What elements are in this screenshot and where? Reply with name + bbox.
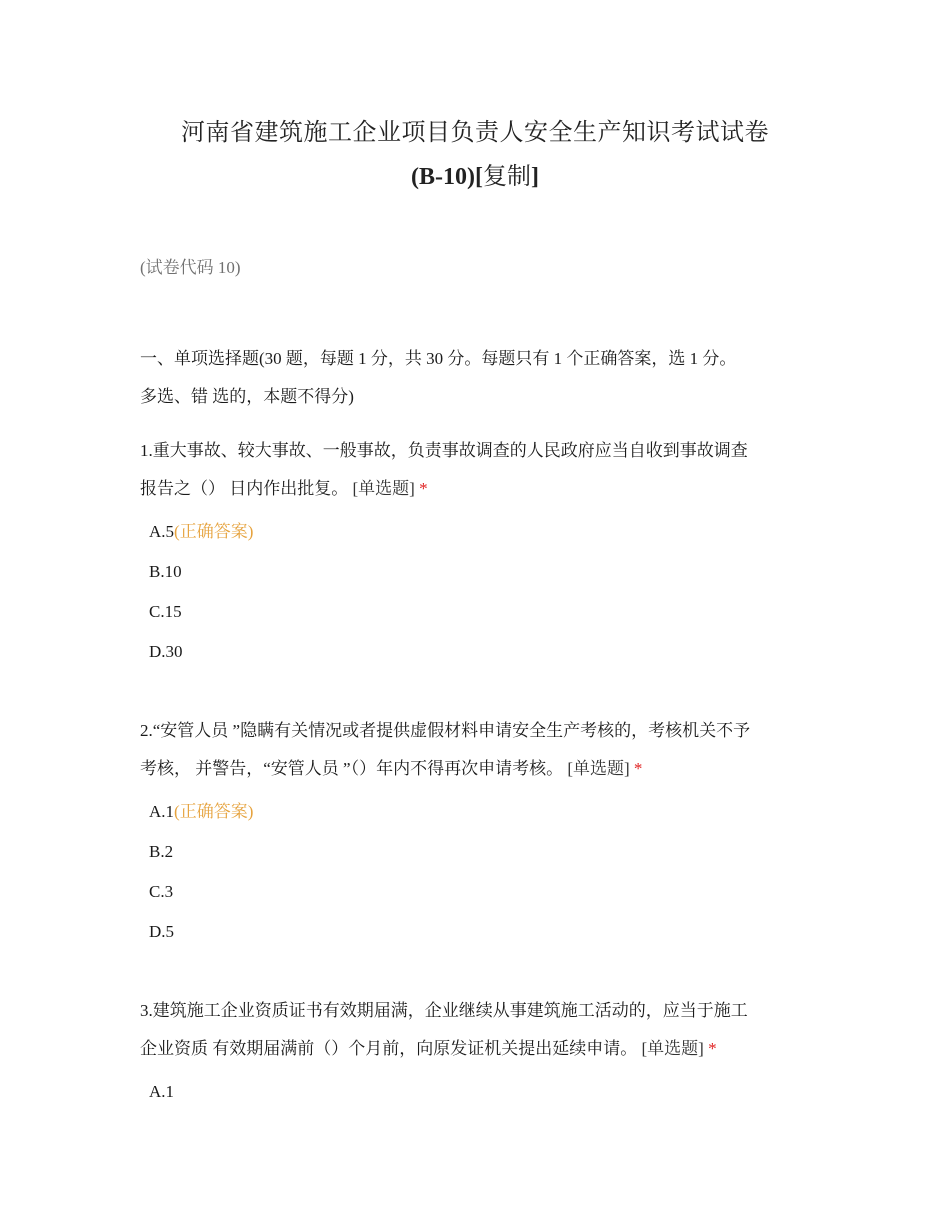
question-stem-line2: 报告之（） 日内作出批复。 [单选题] * bbox=[140, 479, 428, 498]
exam-title-subtitle bbox=[0, 156, 950, 191]
section-heading-line1: 一、单项选择题(30 题，每题 1 分，共 30 分。每题只有 1 个正确答案，选 1 分。 bbox=[140, 349, 737, 368]
section-heading bbox=[140, 340, 820, 416]
option-list bbox=[140, 1072, 820, 1112]
required-marker: * bbox=[419, 479, 428, 498]
bracket-close: ] bbox=[530, 164, 539, 190]
question-stem bbox=[140, 712, 820, 788]
question-type: [单选题] bbox=[352, 479, 415, 498]
exam-title-text: 河南省建筑施工企业项目负责人安全生产知识考试试卷 bbox=[181, 120, 769, 146]
paper-code: (试卷代码 10) bbox=[140, 258, 241, 277]
option-c[interactable]: C.3 bbox=[149, 882, 174, 901]
correct-answer-tag: (正确答案) bbox=[174, 802, 254, 821]
question-type: [单选题] bbox=[567, 759, 630, 778]
option-d[interactable]: D.30 bbox=[149, 642, 183, 661]
section-heading-line2: 多选、错 选的，本题不得分) bbox=[140, 387, 354, 406]
question-stem-line2: 企业资质 有效期届满前（）个月前，向原发证机关提出延续申请。 [单选题] * bbox=[140, 1039, 717, 1058]
option-b[interactable]: B.10 bbox=[149, 562, 182, 581]
exam-title bbox=[0, 112, 950, 147]
option-d[interactable]: D.5 bbox=[149, 922, 175, 941]
option-list bbox=[140, 512, 820, 672]
required-marker: * bbox=[708, 1039, 717, 1058]
option-a[interactable]: A.1(正确答案) bbox=[149, 802, 254, 821]
question-stem-line1: 2.“安管人员 ”隐瞒有关情况或者提供虚假材料申请安全生产考核的，考核机关不予 bbox=[140, 721, 751, 740]
option-a[interactable]: A.5(正确答案) bbox=[149, 522, 254, 541]
question-stem bbox=[140, 432, 820, 508]
option-list bbox=[140, 792, 820, 952]
question-stem-line1: 1.重大事故、较大事故、一般事故，负责事故调查的人民政府应当自收到事故调查 bbox=[140, 441, 748, 460]
question-3 bbox=[140, 992, 820, 1112]
option-c[interactable]: C.15 bbox=[149, 602, 182, 621]
question-2 bbox=[140, 712, 820, 952]
required-marker: * bbox=[633, 759, 643, 778]
question-stem-line2: 考核， 并警告，“安管人员 ”（）年内不得再次申请考核。 [单选题] * bbox=[140, 759, 643, 778]
option-b[interactable]: B.2 bbox=[149, 842, 174, 861]
question-1 bbox=[140, 432, 820, 672]
copy-label: 复制 bbox=[482, 164, 531, 190]
question-stem bbox=[140, 992, 820, 1068]
correct-answer-tag: (正确答案) bbox=[174, 522, 254, 541]
exam-code-label: (B-10)[ bbox=[411, 164, 483, 190]
question-stem-line1: 3.建筑施工企业资质证书有效期届满，企业继续从事建筑施工活动的，应当于施工 bbox=[140, 1001, 748, 1020]
option-a[interactable]: A.1 bbox=[149, 1082, 175, 1101]
question-type: [单选题] bbox=[641, 1039, 704, 1058]
